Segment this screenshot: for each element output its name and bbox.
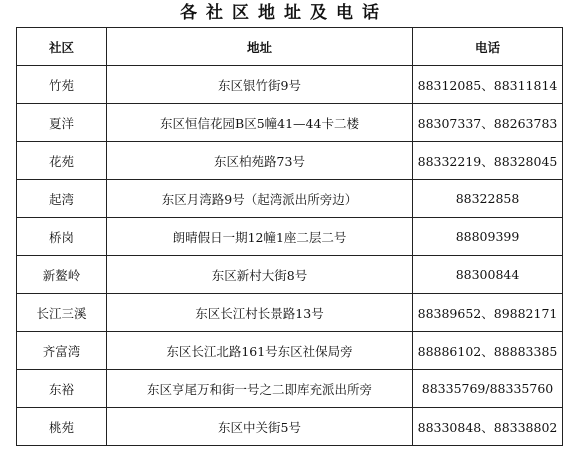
cell-address: 朗晴假日一期12幢1座二层二号: [107, 218, 413, 256]
cell-community: 桥岗: [17, 218, 107, 256]
cell-address: 东区长江北路161号东区社保局旁: [107, 332, 413, 370]
table-row: [17, 218, 563, 256]
cell-address: 东区长江村长景路13号: [107, 294, 413, 332]
cell-phone: 88322858: [413, 180, 563, 218]
cell-phone: 88312085、88311814: [413, 66, 563, 104]
table-row: [17, 370, 563, 408]
table-row: [17, 104, 563, 142]
cell-community: 东裕: [17, 370, 107, 408]
cell-address: 东区银竹街9号: [107, 66, 413, 104]
table-row: [17, 180, 563, 218]
cell-phone: 88330848、88338802: [413, 408, 563, 446]
header-phone: 电话: [413, 28, 563, 66]
cell-phone: 88307337、88263783: [413, 104, 563, 142]
cell-community: 竹苑: [17, 66, 107, 104]
table-header-row: [17, 28, 563, 66]
table-row: [17, 66, 563, 104]
cell-address: 东区柏苑路73号: [107, 142, 413, 180]
cell-address: 东区月湾路9号（起湾派出所旁边）: [107, 180, 413, 218]
community-table: [16, 27, 563, 446]
cell-phone: 88809399: [413, 218, 563, 256]
table-row: [17, 256, 563, 294]
cell-address: 东区中关街5号: [107, 408, 413, 446]
page-title: 各社区地址及电话: [180, 3, 388, 23]
cell-address: 东区新村大街8号: [107, 256, 413, 294]
cell-community: 夏洋: [17, 104, 107, 142]
table-row: [17, 408, 563, 446]
cell-phone: 88335769/88335760: [413, 370, 563, 408]
cell-community: 新鳌岭: [17, 256, 107, 294]
table-row: [17, 142, 563, 180]
cell-phone: 88886102、88883385: [413, 332, 563, 370]
table-row: [17, 332, 563, 370]
cell-community: 桃苑: [17, 408, 107, 446]
cell-phone: 88300844: [413, 256, 563, 294]
cell-community: 齐富湾: [17, 332, 107, 370]
cell-phone: 88332219、88328045: [413, 142, 563, 180]
cell-community: 长江三溪: [17, 294, 107, 332]
cell-community: 花苑: [17, 142, 107, 180]
cell-address: 东区亨尾万和街一号之二即库充派出所旁: [107, 370, 413, 408]
header-address: 地址: [107, 28, 413, 66]
cell-address: 东区恒信花园B区5幢41—44卡二楼: [107, 104, 413, 142]
cell-community: 起湾: [17, 180, 107, 218]
cell-phone: 88389652、89882171: [413, 294, 563, 332]
header-community: 社区: [17, 28, 107, 66]
table-row: [17, 294, 563, 332]
